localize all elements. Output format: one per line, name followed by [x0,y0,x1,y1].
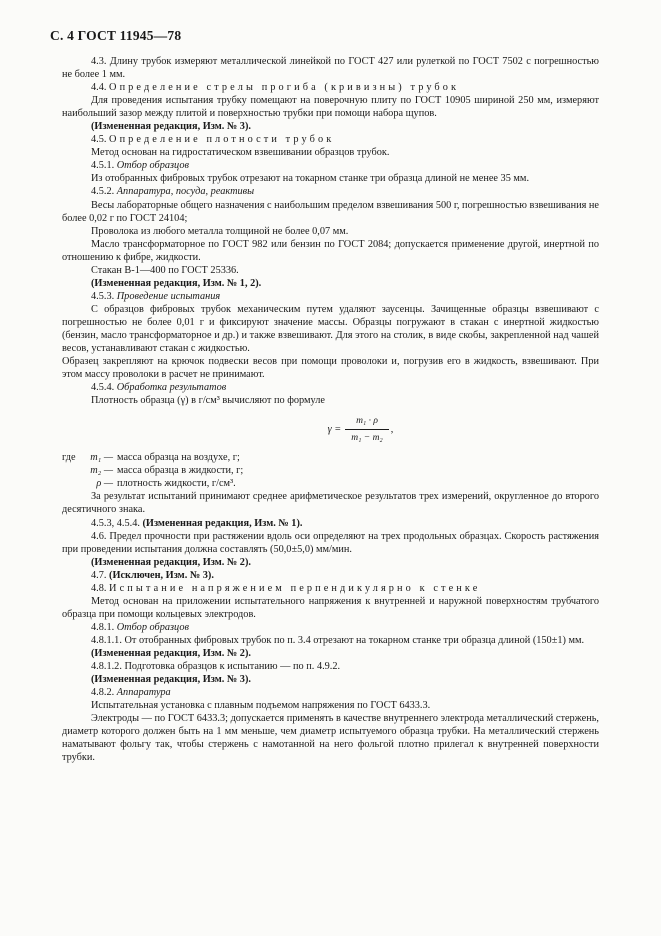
revision-note: (Измененная редакция, Изм. № 1). [142,517,303,529]
clause-title: Аппаратура, посуда, реактивы [116,186,255,198]
clause-title: Отбор образцов [116,160,189,172]
revision-note-ref [62,517,599,530]
clause-4-5-4-result: За результат испытаний принимают среднее арифметическое результатов трех измерений, округленное до второго десятичного знака. [62,491,599,516]
clause-4-8-2-b: Электроды — по ГОСТ 6433.3; допускается применять в качестве внутреннего электрода металлический стержень, диаметр которого должен быть на 1 мм меньше, чем диаметр испытуемого образца трубки. На металлический стержень наматывают фольгу так, чтобы стержень с намотанной на него фольгой плотно прилегал к внутренней поверхности трубки. [62,713,599,764]
definition-text: масса образца в жидкости, г; [117,465,244,477]
clause-number: 4.5.3. [91,290,115,302]
clause-4-8-1-2: 4.8.1.2. Подготовка образцов к испытанию — по п. 4.9.2. [91,661,341,673]
clause-number: 4.5.1. [91,160,115,172]
clause-4-5-1-heading [62,159,599,172]
clause-4-5-2-heading [62,185,599,198]
revision-note: (Измененная редакция, Изм. № 3). [91,121,251,133]
clause-title: Определение стрелы прогиба (кривизны) трубок [109,82,460,94]
clause-4-4-text: Для проведения испытания трубку помещают на поверочную плиту по ГОСТ 10905 шириной 250 мм, измеряют наибольший зазор между плитой и поверхностью трубки при помощи набора щупов. [62,95,599,120]
definition-row [62,451,599,464]
definition-symbol: m₂ — [90,465,113,477]
clause-number: 4.7. [91,569,107,581]
clause-number: 4.4. [91,82,107,94]
clause-4-5-4-heading [62,381,599,394]
definition-symbol: ρ — [96,478,113,490]
formula-fraction [345,415,389,444]
clause-4-4-heading [62,81,599,94]
clause-title: Испытание напряжением перпендикулярно к стенке [109,582,481,594]
density-formula [122,407,599,451]
clause-reference: 4.5.3, 4.5.4. [91,517,140,529]
revision-note: (Измененная редакция, Изм. № 2). [91,647,251,659]
clause-4-5-2-b: Проволока из любого металла толщиной не более 0,07 мм. [91,225,349,237]
variable-definitions [62,451,599,490]
clause-number: 4.8. [91,582,107,594]
clause-4-7 [62,569,599,582]
clause-4-8-1-1: 4.8.1.1. От отобранных фибровых трубок по п. 3.4 отрезают на токарном станке три образца длиной (150±1) мм. [91,634,585,646]
clause-4-8-2-heading [62,686,599,699]
clause-number: 4.5.4. [91,382,115,394]
clause-4-5-1-text: Из отобранных фибровых трубок отрезают на токарном станке три образца длиной не менее 35 мм. [91,173,530,185]
definition-row [62,477,599,490]
clause-4-5-text: Метод основан на гидростатическом взвешивании образцов трубок. [91,147,390,159]
clause-4-5-heading [62,133,599,146]
clause-4-5-2-c: Масло трансформаторное по ГОСТ 982 или бензин по ГОСТ 2084; допускается применение другой, инертной по отношению к фибре, жидкости. [62,238,599,263]
definition-lead [62,464,82,477]
clause-4-3: 4.3. Длину трубок измеряют металлической линейкой по ГОСТ 427 или рулеткой по ГОСТ 7502 с погрешностью не более 1 мм. [62,56,599,81]
definition-symbol: m₁ — [90,452,113,464]
clause-4-5-3-heading [62,290,599,303]
clause-title: Обработка результатов [116,382,227,394]
clause-4-5-2-a: Весы лабораторные общего назначения с наибольшим пределом взвешивания 500 г, погрешностью взвешивания не более 0,02 г по ГОСТ 24104; [62,199,599,224]
definition-lead [62,477,82,490]
clause-4-5-3-a: С образцов фибровых трубок механическим путем удаляют заусенцы. Зачищенные образцы взвешивают с погрешностью не более 0,01 г и фиксируют значение массы. Образцы погружают в стакан с инертной жидкостью (бензин, масло трансформаторное и др.) и также взвешивают. Для этого на столик, в виде скобы, закрепленной над чашей весов, устанавливают стакан с жидкостью. [62,303,599,355]
clause-number: 4.8.2. [91,687,115,699]
document-body [62,55,599,764]
fraction-bar [345,429,389,430]
clause-4-8-1-heading [62,621,599,634]
clause-4-8-text: Метод основан на приложении испытательного напряжения к внутренней и наружной поверхностям трубчатого образца при помощи кольцевых электродов. [62,595,599,620]
clause-title: Отбор образцов [116,621,189,633]
definition-row [62,464,599,477]
clause-4-5-2-d: Стакан В-1—400 по ГОСТ 25336. [91,264,239,276]
revision-note: (Измененная редакция, Изм. № 3). [91,674,251,686]
formula-numerator: m₁ · ρ [356,415,378,426]
clause-4-8-2-a: Испытательная установка с плавным подъемом напряжения по ГОСТ 6433.3. [91,700,431,712]
definition-text: плотность жидкости, г/см³. [117,478,236,490]
page-header: С. 4 ГОСТ 11945—78 [50,28,182,43]
clause-4-6: 4.6. Предел прочности при растяжении вдоль оси определяют на трех продольных образцах. Скорость растяжения при проведении испытания должна составлять (50,0±5,0) мм/мин. [62,530,599,555]
clause-number: 4.5.2. [91,186,115,198]
clause-4-8-heading [62,582,599,595]
revision-note: (Измененная редакция, Изм. № 1, 2). [91,277,262,289]
clause-4-5-4-intro: Плотность образца (γ) в г/см³ вычисляют по формуле [91,395,325,407]
formula-tail: , [390,423,394,435]
revision-note: (Измененная редакция, Изм. № 2). [91,556,251,568]
clause-title: Аппаратура [116,687,171,699]
formula-denominator: m₁ − m₂ [351,432,383,443]
clause-number: 4.8.1. [91,621,115,633]
clause-title: Проведение испытания [116,290,221,302]
formula-lhs: γ = [327,423,342,435]
clause-4-5-3-b: Образец закрепляют на крючок подвески весов при помощи проволоки и, погрузив его в жидкость, взвешивают. При этом массу проволоки в расчет не принимают. [62,356,599,381]
clause-title: Определение плотности трубок [109,134,335,146]
exclusion-note: (Исключен, Изм. № 3). [109,569,214,581]
clause-number: 4.5. [91,134,107,146]
definition-text: масса образца на воздухе, г; [117,452,240,464]
definition-lead: где [62,452,76,464]
